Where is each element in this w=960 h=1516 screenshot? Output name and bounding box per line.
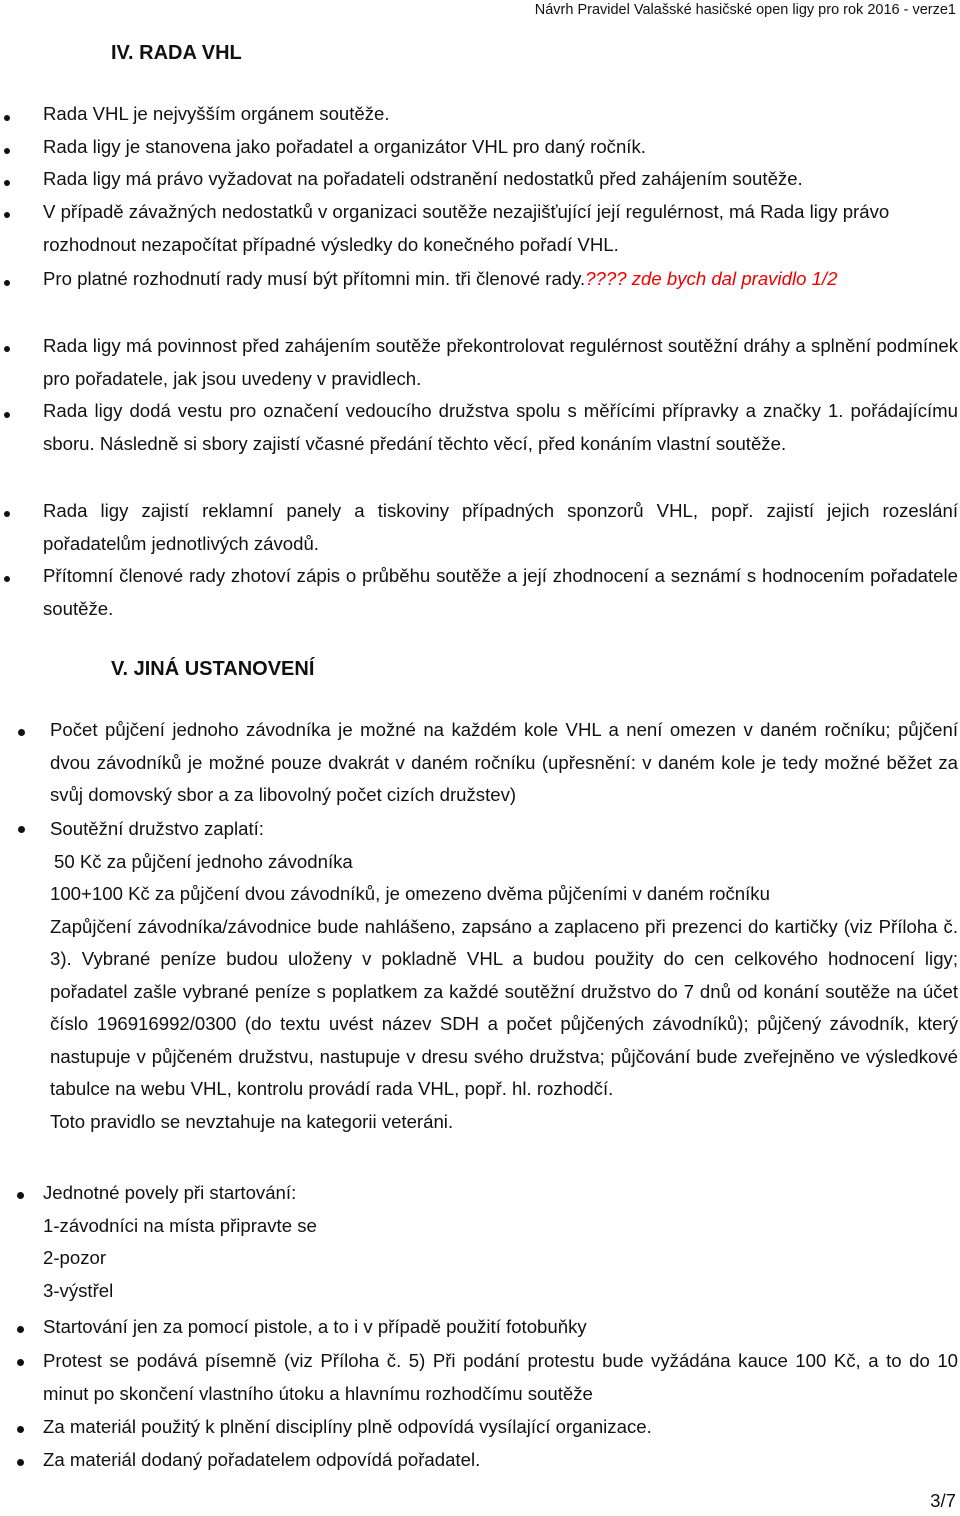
list-item-title: Jednotné povely při startování:: [43, 1182, 297, 1203]
list-item-title: Soutěžní družstvo zaplatí:: [50, 818, 264, 839]
bullet: [17, 1326, 24, 1333]
list-item: [43, 1177, 958, 1307]
editor-note: ???? zde bych dal pravidlo 1/2: [585, 268, 838, 289]
command-line: 3-výstřel: [43, 1279, 114, 1301]
fee-line: 100+100 Kč za půjčení dvou závodníků, je omezeno dvěma půjčeními v daném ročníku: [50, 883, 770, 904]
list-item: Rada ligy dodá vestu pro označení vedoucího družstva spolu s měřícími přípravky a značky 1. pořádajícímu sboru. Následně si sbory zajistí včasné předání těchto věcí, před konáním vlastní soutěže.: [43, 400, 958, 454]
list-item: Rada ligy má právo vyžadovat na pořadateli odstranění nedostatků před zahájením soutěže.: [43, 168, 803, 189]
bullet: [4, 280, 10, 286]
bullet: [17, 1426, 24, 1433]
page-number: 3/7: [930, 1490, 956, 1511]
list-item: Startování jen za pomocí pistole, a to i v případě použití fotobuňky: [43, 1316, 587, 1337]
page-header: Návrh Pravidel Valašské hasičské open ligy pro rok 2016 - verze1: [534, 2, 956, 18]
fee-note: Toto pravidlo se nevztahuje na kategorii veteráni.: [50, 1110, 454, 1132]
list-item: Přítomní členové rady zhotoví zápis o průběhu soutěže a její zhodnocení a seznámí s hodnocením pořadatele soutěže.: [43, 565, 958, 619]
fee-paragraph: Zapůjčení závodníka/závodnice bude nahlášeno, zapsáno a zaplaceno při prezenci do kartičky (viz Příloha č. 3). Vybrané peníze budou uloženy v pokladně VHL a budou použity do cen celkového hodnocení ligy; pořadatel zašle vybrané peníze s poplatkem za každé soutěžní družstvo do 7 dnů od konání soutěže na účet číslo 196916992/0300 (do textu uvést název SDH a počet půjčených závodníků); půjčený závodník, který nastupuje v půjčeném družstvu, nastupuje v dresu svého družstva; půjčování bude zveřejněno ve výsledkové tabulce na webu VHL, kontrolu provádí rada VHL, popř. hl. rozhodčí.: [50, 915, 958, 1099]
list-item: Počet půjčení jednoho závodníka je možné na každém kole VHL a není omezen v daném ročníku; půjčení dvou závodníků je možné pouze dvakrát v daném ročníku (upřesnění: v daném kole je tedy možné běžet za svůj domovský sbor a za libovolný počet cizích družstev): [50, 719, 958, 805]
list-item: V případě závažných nedostatků v organizaci soutěže nezajišťující její regulérnost, má Rada ligy právo rozhodnout nezapočítat případné výsledky do konečného pořadí VHL.: [43, 201, 890, 255]
bullet: [18, 729, 25, 736]
list-item: [43, 263, 958, 296]
bullet: [4, 576, 10, 582]
bullet: [17, 1192, 24, 1199]
bullet: [4, 180, 10, 186]
list-item: Protest se podává písemně (viz Příloha č. 5) Při podání protestu bude vyžádána kauce 100 Kč, a to do 10 minut po skončení vlastního útoku a hlavnímu rozhodčímu soutěže: [43, 1350, 958, 1404]
list-item: Rada VHL je nejvyšším orgánem soutěže.: [43, 103, 390, 124]
fee-line: 50 Kč za půjčení jednoho závodníka: [54, 850, 353, 872]
bullet: [18, 826, 25, 833]
list-item: Rada ligy zajistí reklamní panely a tiskoviny případných sponzorů VHL, popř. zajistí jejich rozeslání pořadatelům jednotlivých závodů.: [43, 500, 958, 554]
command-line: 1-závodníci na místa připravte se: [43, 1214, 317, 1236]
command-line: 2-pozor: [43, 1247, 107, 1268]
section-title-rada-vhl: IV. RADA VHL: [111, 42, 242, 64]
section-title-jina-ustanoveni: V. JINÁ USTANOVENÍ: [111, 658, 315, 680]
bullet: [4, 115, 10, 121]
bullet: [4, 346, 10, 352]
bullet: [4, 212, 10, 218]
bullet: [17, 1459, 24, 1466]
bullet: [4, 511, 10, 517]
list-item: Za materiál dodaný pořadatelem odpovídá pořadatel.: [43, 1449, 481, 1470]
list-item: [50, 813, 958, 1138]
bullet: [4, 148, 10, 154]
bullet: [4, 412, 10, 418]
list-item-text: Pro platné rozhodnutí rady musí být přítomni min. tři členové rady.: [43, 268, 586, 289]
bullet: [17, 1359, 24, 1366]
list-item: Za materiál použitý k plnění disciplíny plně odpovídá vysílající organizace.: [43, 1416, 652, 1437]
list-item: Rada ligy má povinnost před zahájením soutěže překontrolovat regulérnost soutěžní dráhy a splnění podmínek pro pořadatele, jak jsou uvedeny v pravidlech.: [43, 335, 958, 389]
list-item: Rada ligy je stanovena jako pořadatel a organizátor VHL pro daný ročník.: [43, 136, 646, 157]
